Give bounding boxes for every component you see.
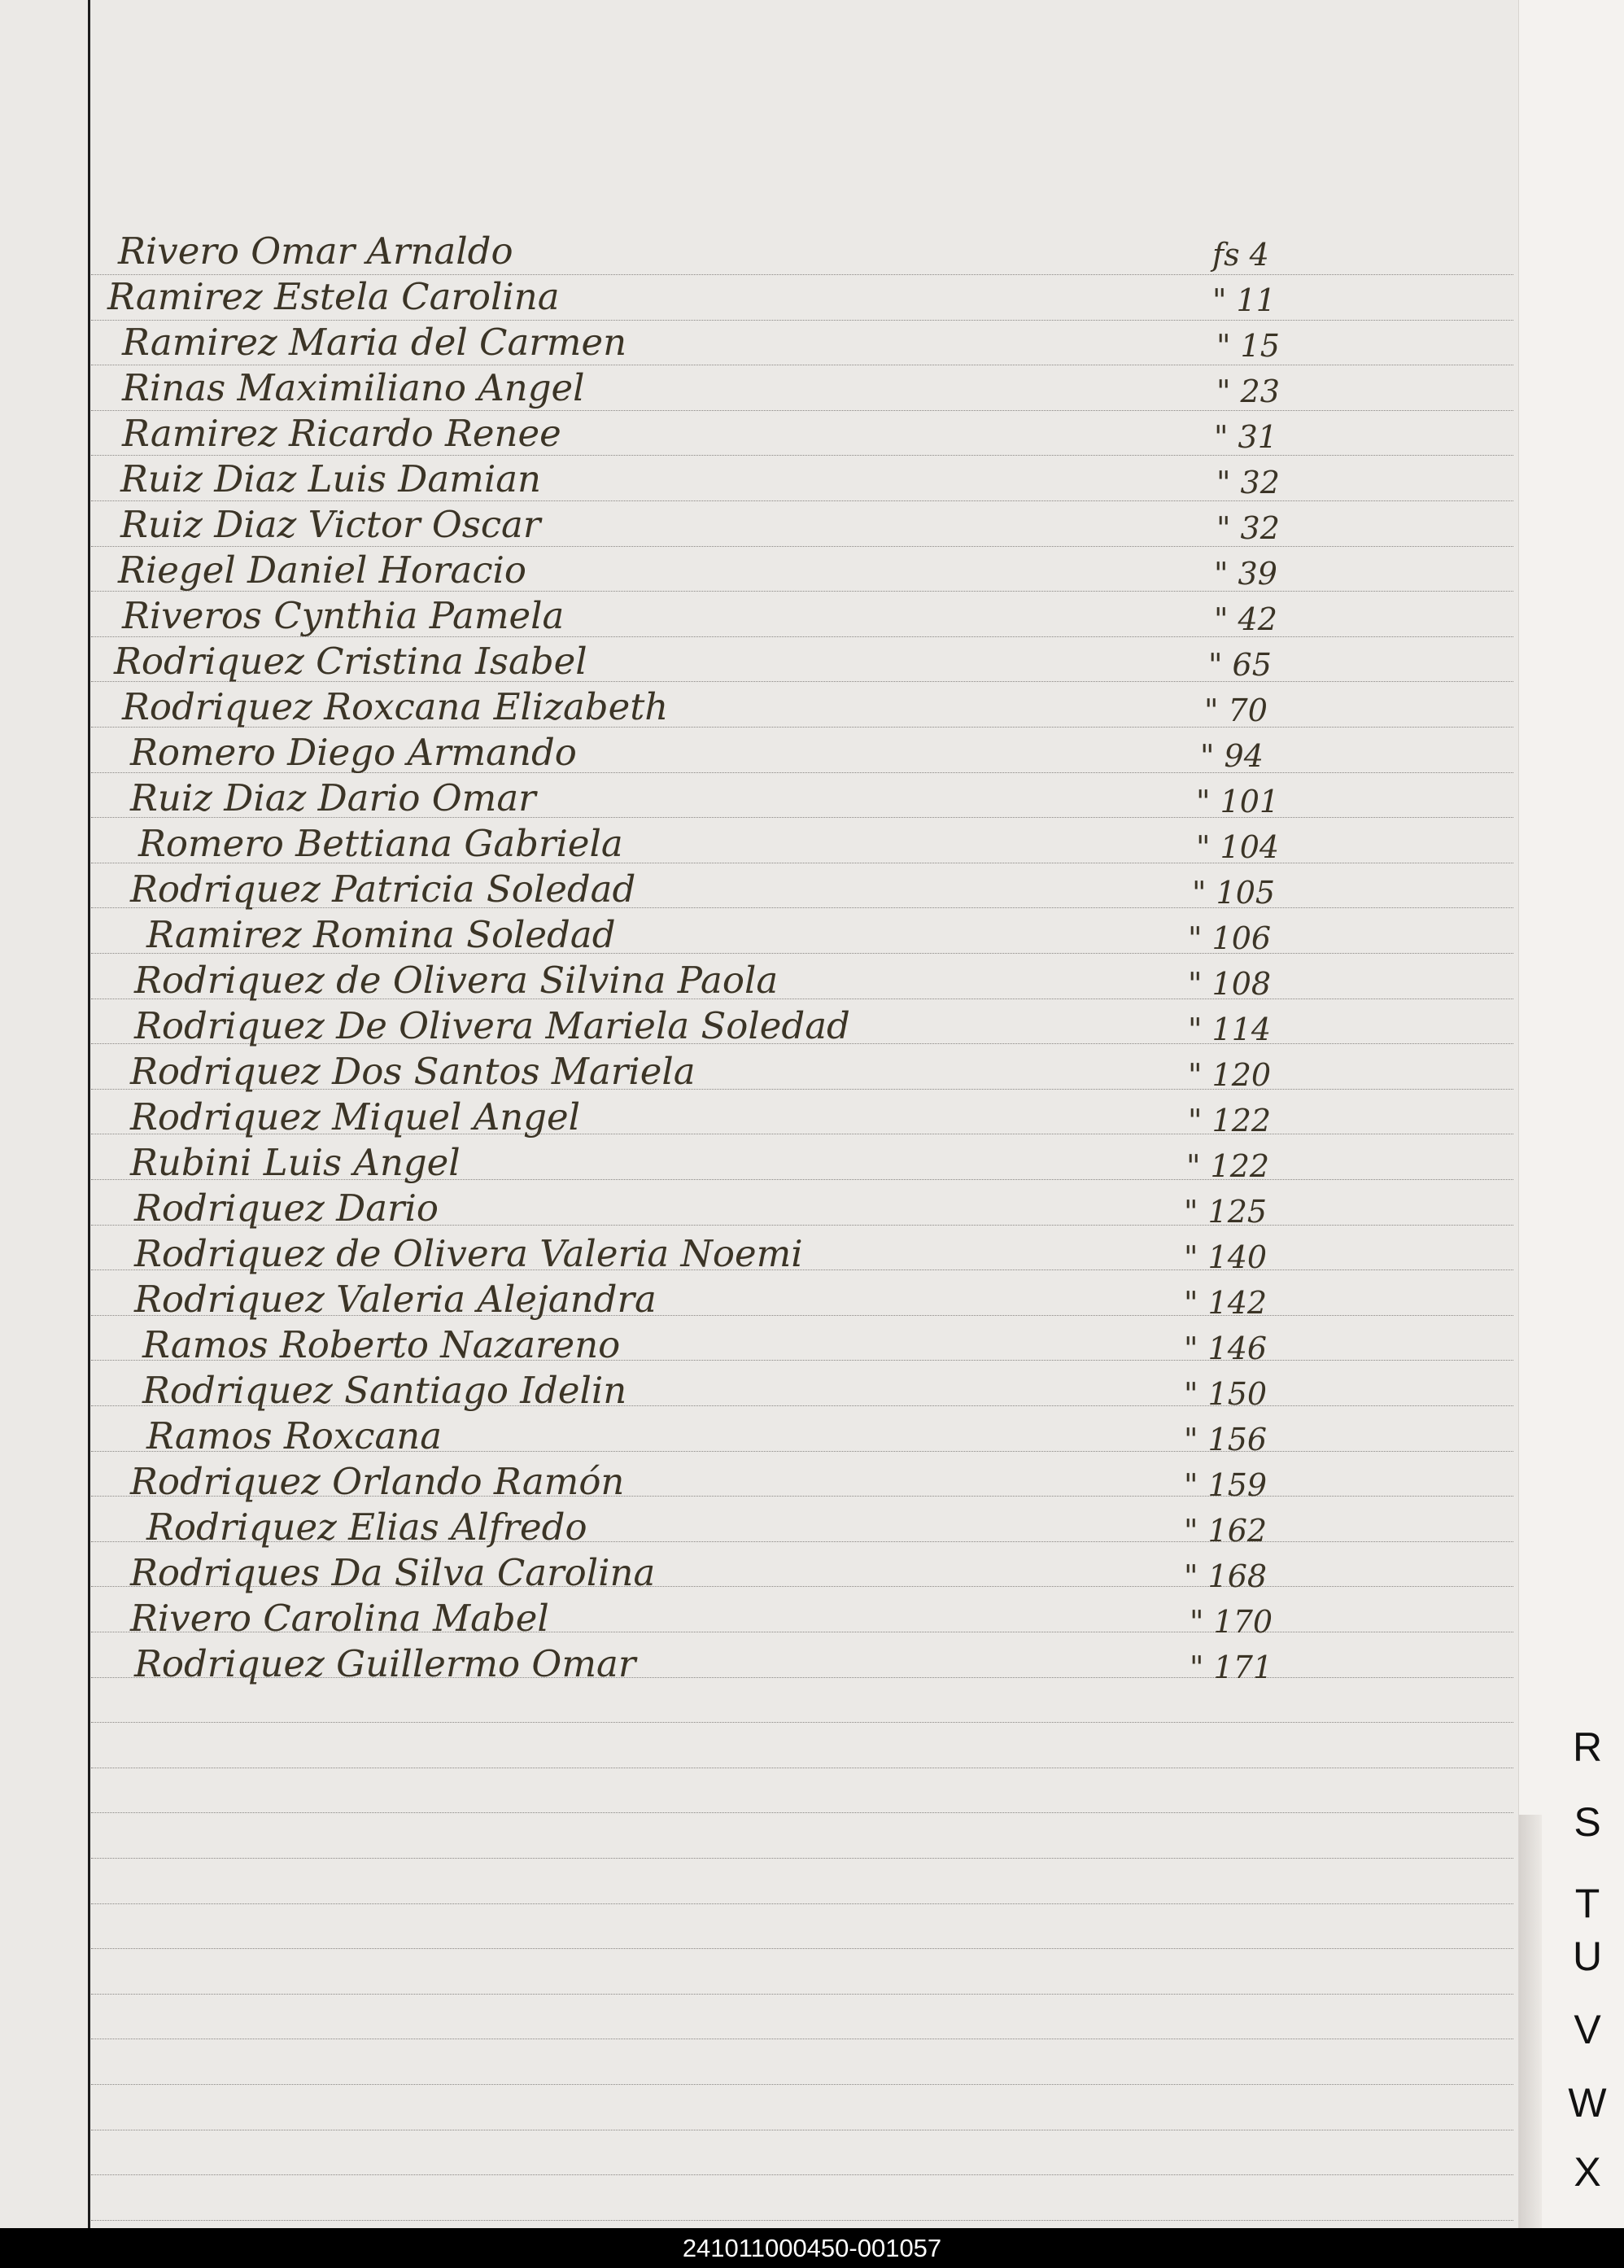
entry-name: Ramos Roxcana (146, 1414, 443, 1457)
entry-folio: " 122 (1186, 1148, 1270, 1184)
entry-name: Rodriquez Santiago Idelin (142, 1369, 627, 1412)
ruled-line (91, 1994, 1513, 1995)
ruled-line (91, 1722, 1513, 1723)
entry-folio: " 170 (1190, 1604, 1273, 1640)
entry-folio: " 104 (1196, 829, 1280, 865)
entry-folio: " 32 (1216, 510, 1280, 546)
entry-folio: " 32 (1216, 465, 1280, 500)
footer-code: 241011000450-001057 (0, 2228, 1624, 2268)
entry-folio: " 39 (1214, 556, 1277, 592)
entry-folio: " 168 (1184, 1558, 1268, 1594)
entry-name: Rubini Luis Angel (130, 1141, 461, 1184)
entry-folio: " 142 (1184, 1285, 1268, 1321)
ruled-line (91, 1948, 1513, 1949)
entry-name: Ramirez Ricardo Renee (122, 412, 561, 455)
index-letter-t[interactable]: T (1574, 1881, 1600, 1926)
ruled-line (91, 1812, 1513, 1813)
entry-folio: " 125 (1184, 1194, 1268, 1230)
entry-name: Romero Diego Armando (130, 731, 577, 774)
entry-name: Rodriquez Dos Santos Mariela (130, 1050, 696, 1093)
entry-folio: " 105 (1192, 875, 1276, 911)
entry-folio: " 150 (1184, 1376, 1268, 1412)
entry-name: Ruiz Diaz Dario Omar (130, 776, 536, 819)
entry-name: Rodriquez Elias Alfredo (146, 1505, 587, 1549)
ruled-line (91, 2084, 1513, 2085)
entry-folio: " 70 (1204, 693, 1268, 728)
entry-folio: " 122 (1188, 1103, 1272, 1138)
entry-name: Rodriquez Roxcana Elizabeth (122, 685, 669, 728)
entry-folio: " 15 (1216, 328, 1280, 364)
entry-folio: fs 4 (1212, 237, 1269, 273)
entry-name: Rodriquez Valeria Alejandra (134, 1278, 657, 1321)
entry-name: Rivero Omar Arnaldo (118, 229, 513, 273)
entry-folio: " 171 (1190, 1650, 1273, 1685)
entry-folio: " 140 (1184, 1239, 1268, 1275)
entry-folio: " 94 (1200, 738, 1264, 774)
entry-name: Rinas Maximiliano Angel (122, 366, 585, 409)
entry-name: Riegel Daniel Horacio (118, 548, 527, 592)
entry-name: Ramos Roberto Nazareno (142, 1323, 621, 1366)
entry-name: Rivero Carolina Mabel (130, 1597, 549, 1640)
ruled-line (91, 2220, 1513, 2221)
tab-edge-shadow (1519, 1815, 1542, 2228)
index-letter-w[interactable]: W (1568, 2080, 1607, 2126)
entry-folio: " 162 (1184, 1513, 1268, 1549)
entry-name: Rodriquez Cristina Isabel (114, 640, 587, 683)
entry-name: Rodriquez Orlando Ramón (130, 1460, 625, 1503)
ruled-line (91, 2174, 1513, 2175)
entry-name: Rodriquez De Olivera Mariela Soledad (134, 1004, 850, 1047)
index-letter-v[interactable]: V (1574, 2007, 1601, 2052)
entry-name: Rodriquez de Olivera Valeria Noemi (134, 1232, 803, 1275)
entry-folio: " 156 (1184, 1422, 1268, 1457)
ruled-line (91, 1858, 1513, 1859)
entry-name: Rodriquez Miquel Angel (130, 1095, 581, 1138)
entry-name: Rodriquez Patricia Soledad (130, 867, 636, 911)
ruled-line (91, 1903, 1513, 1904)
entry-name: Rodriquez Guillermo Omar (134, 1642, 636, 1685)
entry-name: Ramirez Maria del Carmen (122, 321, 627, 364)
entry-folio: " 114 (1188, 1012, 1272, 1047)
index-letter-s[interactable]: S (1574, 1799, 1601, 1845)
index-letter-x[interactable]: X (1574, 2149, 1601, 2195)
entry-name: Riveros Cynthia Pamela (122, 594, 565, 637)
entry-name: Ruiz Diaz Victor Oscar (120, 503, 541, 546)
index-letter-r[interactable]: R (1572, 1724, 1603, 1770)
entry-name: Ramirez Estela Carolina (107, 275, 560, 318)
entry-folio: " 108 (1188, 966, 1272, 1002)
entry-folio: " 31 (1214, 419, 1277, 455)
entry-folio: " 42 (1214, 601, 1277, 637)
entry-folio: " 11 (1212, 282, 1276, 318)
entry-name: Ramirez Romina Soledad (146, 913, 616, 956)
margin-line (88, 0, 90, 2228)
entry-folio: " 101 (1196, 784, 1280, 819)
entry-folio: " 23 (1216, 374, 1280, 409)
entry-folio: " 159 (1184, 1467, 1268, 1503)
index-letter-u[interactable]: U (1572, 1934, 1603, 1979)
entry-folio: " 146 (1184, 1331, 1268, 1366)
entry-name: Rodriques Da Silva Carolina (130, 1551, 656, 1594)
entry-folio: " 65 (1208, 647, 1272, 683)
entry-name: Ruiz Diaz Luis Damian (120, 457, 542, 500)
entry-name: Rodriquez de Olivera Silvina Paola (134, 959, 779, 1002)
entry-folio: " 106 (1188, 920, 1272, 956)
entry-name: Romero Bettiana Gabriela (138, 822, 623, 865)
entry-name: Rodriquez Dario (134, 1186, 439, 1230)
entry-folio: " 120 (1188, 1057, 1272, 1093)
